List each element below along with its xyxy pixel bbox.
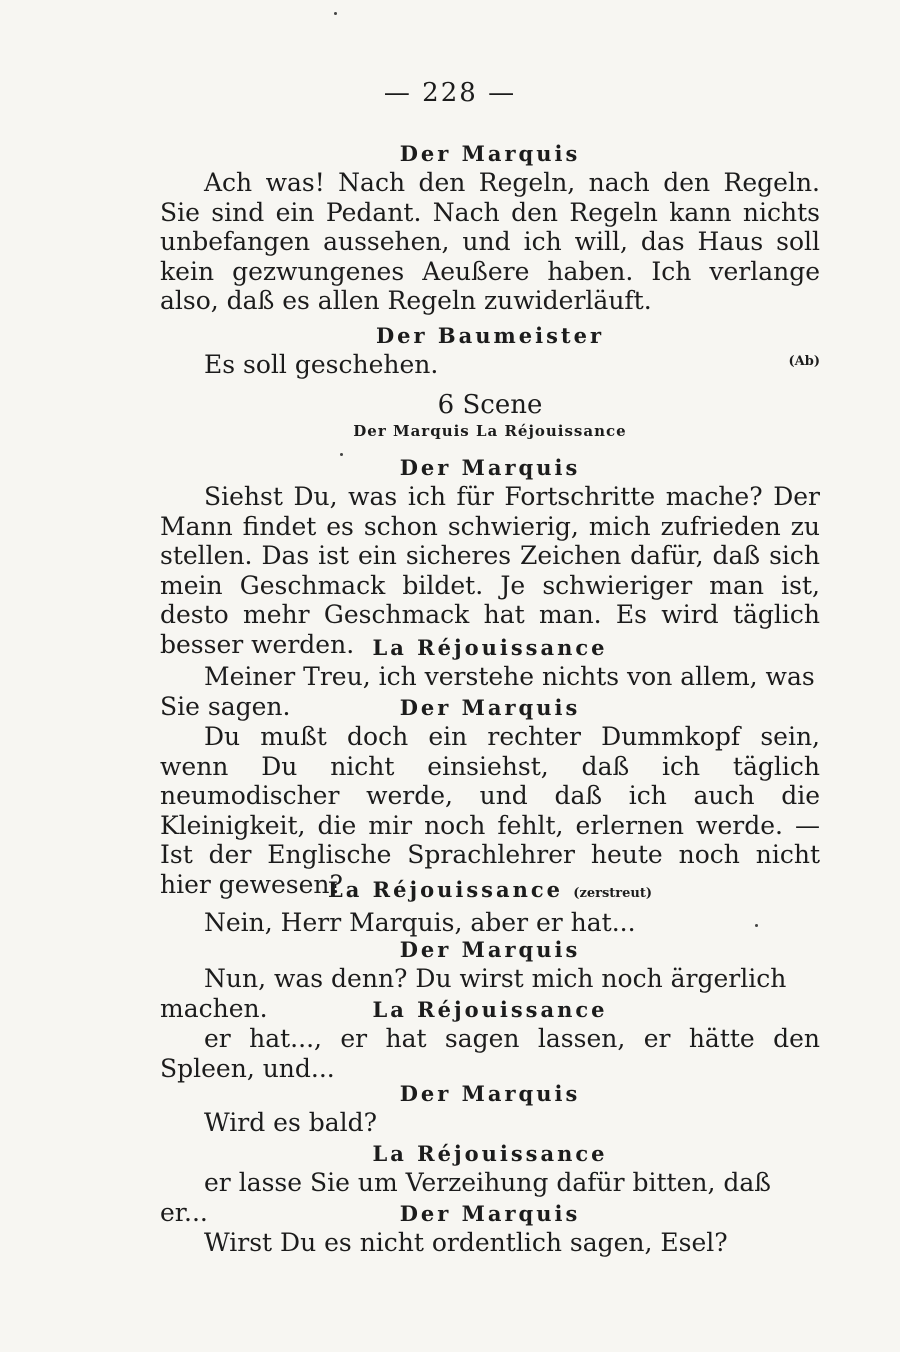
speaker-name: Der Marquis xyxy=(399,695,581,720)
stage-direction: (zerstreut) xyxy=(573,886,653,901)
stage-direction: (Ab) xyxy=(788,354,820,369)
speech-text: Ach was! Nach den Regeln, nach den Regeln. Sie sind ein Pedant. Nach den Regeln kann nichts unbefangen aussehen, und ich will, das Haus soll kein gezwungenes Aeußere haben. Ich verlange also, daß es allen Regeln zuwiderläuft. xyxy=(160,168,820,315)
dialogue-block xyxy=(160,454,820,659)
speech-text: Du mußt doch ein rechter Dummkopf sein, wenn Du nicht einsiehst, daß ich täglich neumodischer werde, und daß ich auch die Kleinigkeit, die mir noch fehlt, erlernen werde. — Ist der Englische Sprachlehrer heute noch nicht hier gewesen? xyxy=(160,722,820,899)
scene-heading xyxy=(160,390,820,442)
speaker-name: Der Marquis xyxy=(399,1081,581,1106)
speech-text: Es soll geschehen. xyxy=(204,350,439,379)
speaker-name: La Réjouissance xyxy=(327,877,563,902)
speech-text: er lasse Sie um Verzeihung dafür bitten, daß er... xyxy=(160,1168,771,1227)
speaker-name: Der Baumeister xyxy=(375,323,605,348)
dialogue-block xyxy=(160,876,820,938)
speech-text: Meiner Treu, ich verstehe nichts von allem, was Sie sagen. xyxy=(160,662,815,721)
speaker-name: La Réjouissance xyxy=(372,997,608,1022)
speaker-name: Der Marquis xyxy=(399,455,581,480)
speech-text: Siehst Du, was ich für Fortschritte mache? Der Mann findet es schon schwierig, mich zufrieden zu stellen. Das ist ein sicheres Zeichen dafür, daß sich mein Geschmack bildet. Je schwieriger man ist, desto mehr Geschmack hat man. Es wird täglich besser werden. xyxy=(160,482,820,659)
page-number: — 228 — xyxy=(383,78,517,108)
speaker-name: Der Marquis xyxy=(399,937,581,962)
print-speck xyxy=(334,12,337,15)
speech-text: Wird es bald? xyxy=(204,1108,378,1137)
speech-text: Nein, Herr Marquis, aber er hat... xyxy=(204,908,636,937)
dialogue-block xyxy=(160,1200,820,1258)
speech-text: er hat..., er hat sagen lassen, er hätte den Spleen, und... xyxy=(160,1024,820,1083)
speaker-name: La Réjouissance xyxy=(372,1141,608,1166)
scene-persons: Der Marquis La Réjouissance xyxy=(353,422,627,440)
speech-text: Nun, was denn? Du wirst mich noch ärgerlich machen. xyxy=(160,964,787,1023)
speaker-name: La Réjouissance xyxy=(372,635,608,660)
dialogue-block xyxy=(160,322,820,380)
speaker-name: Der Marquis xyxy=(399,141,581,166)
dialogue-block xyxy=(160,140,820,316)
dialogue-block xyxy=(160,694,820,899)
speaker-line xyxy=(160,876,820,908)
speech-text: Wirst Du es nicht ordentlich sagen, Esel? xyxy=(204,1228,728,1257)
scene-title: 6 Scene xyxy=(437,390,543,420)
dialogue-block xyxy=(160,1080,820,1138)
speaker-name: Der Marquis xyxy=(399,1201,581,1226)
dialogue-block xyxy=(160,996,820,1083)
